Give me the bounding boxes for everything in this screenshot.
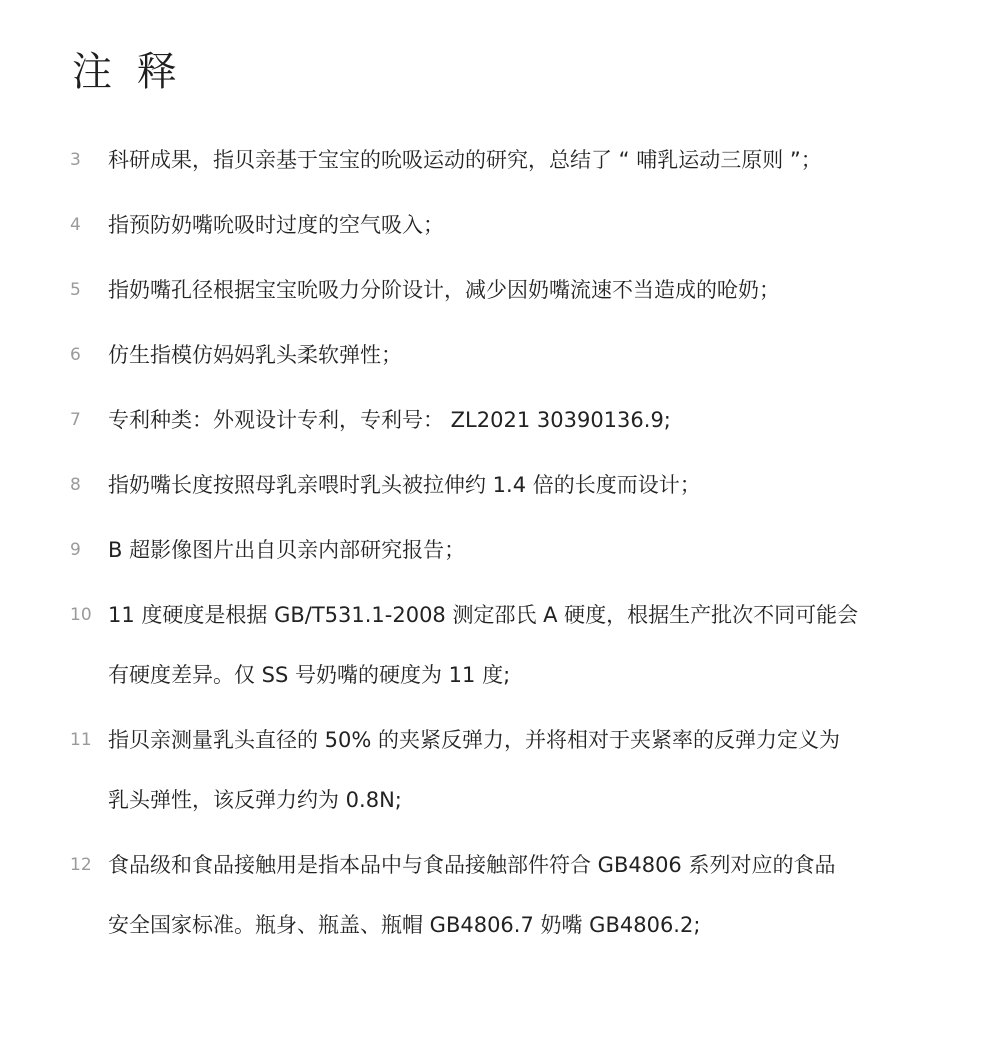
note-number: 11: [70, 730, 92, 750]
note-number: 8: [70, 475, 81, 495]
note-number: 9: [70, 540, 81, 560]
note-text: B 超影像图片出自贝亲内部研究报告；: [108, 538, 466, 562]
note-text: 指预防奶嘴吮吸时过度的空气吸入；: [108, 213, 444, 237]
note-item-3: [0, 130, 990, 190]
note-item-8: [0, 455, 990, 515]
note-item-5: [0, 260, 990, 320]
note-text: 指奶嘴长度按照母乳亲喂时乳头被拉伸约 1.4 倍的长度而设计；: [108, 473, 701, 497]
note-item-10: [0, 585, 990, 705]
note-number: 12: [70, 855, 92, 875]
note-number: 6: [70, 345, 81, 365]
note-text: 指贝亲测量乳头直径的 50% 的夹紧反弹力，并将相对于夹紧率的反弹力定义为 乳头弹性，该反弹力约为 0.8N;: [108, 728, 841, 812]
note-number: 5: [70, 280, 81, 300]
note-text: 11 度硬度是根据 GB/T531.1-2008 测定邵氏 A 硬度，根据生产批次不同可能会 有硬度差异。仅 SS 号奶嘴的硬度为 11 度;: [108, 603, 859, 687]
note-text: 食品级和食品接触用是指本品中与食品接触部件符合 GB4806 系列对应的食品 安全国家标准。瓶身、瓶盖、瓶帽 GB4806.7 奶嘴 GB4806.2;: [108, 853, 836, 937]
note-text: 仿生指模仿妈妈乳头柔软弹性；: [108, 343, 402, 367]
note-text: 指奶嘴孔径根据宝宝吮吸力分阶设计，减少因奶嘴流速不当造成的呛奶；: [108, 278, 780, 302]
note-item-9: [0, 520, 990, 580]
note-item-11: [0, 710, 990, 830]
note-item-7: [0, 390, 990, 450]
notes-list: [0, 130, 990, 955]
note-text: 专利种类：外观设计专利，专利号： ZL2021 30390136.9;: [108, 408, 671, 432]
page-title: 注 释: [72, 49, 183, 95]
note-number: 7: [70, 410, 81, 430]
note-item-4: [0, 195, 990, 255]
note-text: 科研成果，指贝亲基于宝宝的吮吸运动的研究，总结了 “ 哺乳运动三原则 ”；: [108, 148, 822, 172]
note-number: 10: [70, 605, 92, 625]
note-item-6: [0, 325, 990, 385]
note-number: 4: [70, 215, 81, 235]
note-item-12: [0, 835, 990, 955]
note-number: 3: [70, 150, 81, 170]
